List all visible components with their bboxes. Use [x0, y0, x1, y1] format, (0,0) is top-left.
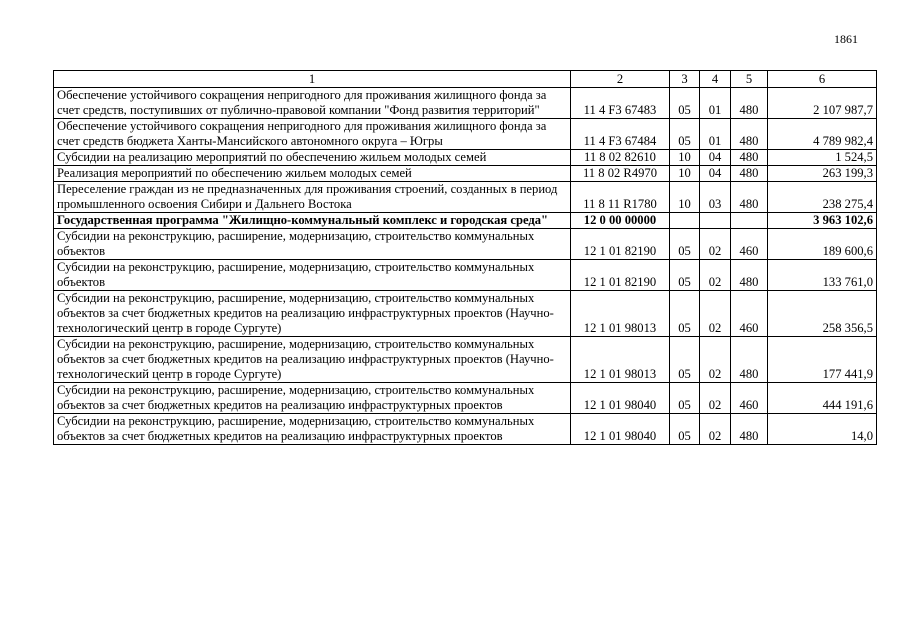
table-header-row — [54, 71, 877, 88]
row-code-cell: 11 8 11 R1780 — [571, 182, 670, 213]
row-name-cell: Субсидии на реконструкцию, расширение, модернизацию, строительство коммунальных объектов за счет бюджетных кредитов на реализацию инфраструктурных проектов — [54, 414, 571, 445]
row-type-cell: 460 — [731, 383, 768, 414]
row-type-cell: 480 — [731, 88, 768, 119]
row-subsection-cell: 04 — [700, 166, 731, 182]
row-code-cell: 12 1 01 98040 — [571, 383, 670, 414]
row-amount-cell: 2 107 987,7 — [768, 88, 877, 119]
table-body — [54, 88, 877, 445]
table-row — [54, 414, 877, 445]
table-row — [54, 291, 877, 337]
row-name-cell: Субсидии на реконструкцию, расширение, модернизацию, строительство коммунальных объектов — [54, 229, 571, 260]
row-code-cell: 11 8 02 R4970 — [571, 166, 670, 182]
row-section-cell: 10 — [670, 166, 700, 182]
row-amount-cell: 4 789 982,4 — [768, 119, 877, 150]
row-subsection-cell: 01 — [700, 119, 731, 150]
row-section-cell: 05 — [670, 260, 700, 291]
header-col-4: 4 — [700, 71, 731, 88]
row-code-cell: 12 1 01 82190 — [571, 260, 670, 291]
row-section-cell: 05 — [670, 383, 700, 414]
header-col-1: 1 — [54, 71, 571, 88]
table-row — [54, 182, 877, 213]
row-amount-cell: 444 191,6 — [768, 383, 877, 414]
row-subsection-cell: 02 — [700, 291, 731, 337]
row-code-cell: 12 1 01 98013 — [571, 291, 670, 337]
row-subsection-cell: 03 — [700, 182, 731, 213]
row-name-cell: Субсидии на реконструкцию, расширение, модернизацию, строительство коммунальных объектов за счет бюджетных кредитов на реализацию инфраструктурных проектов — [54, 383, 571, 414]
row-type-cell — [731, 213, 768, 229]
row-section-cell: 05 — [670, 119, 700, 150]
row-section-cell: 10 — [670, 182, 700, 213]
row-type-cell: 480 — [731, 166, 768, 182]
table-row — [54, 166, 877, 182]
row-amount-cell: 238 275,4 — [768, 182, 877, 213]
table-row — [54, 260, 877, 291]
table-row — [54, 229, 877, 260]
row-amount-cell: 177 441,9 — [768, 337, 877, 383]
row-amount-cell: 263 199,3 — [768, 166, 877, 182]
row-subsection-cell: 02 — [700, 229, 731, 260]
row-name-cell: Субсидии на реконструкцию, расширение, модернизацию, строительство коммунальных объектов за счет бюджетных кредитов на реализацию инфраструктурных проектов (Научно-технологический центр в городе Сургуте) — [54, 291, 571, 337]
row-code-cell: 12 1 01 98040 — [571, 414, 670, 445]
header-col-5: 5 — [731, 71, 768, 88]
row-code-cell: 12 1 01 98013 — [571, 337, 670, 383]
row-type-cell: 480 — [731, 119, 768, 150]
row-name-cell: Переселение граждан из не предназначенных для проживания строений, созданных в период промышленного освоения Сибири и Дальнего Востока — [54, 182, 571, 213]
row-code-cell: 11 4 F3 67483 — [571, 88, 670, 119]
row-section-cell: 10 — [670, 150, 700, 166]
row-amount-cell: 3 963 102,6 — [768, 213, 877, 229]
header-col-6: 6 — [768, 71, 877, 88]
row-subsection-cell: 02 — [700, 337, 731, 383]
row-subsection-cell: 04 — [700, 150, 731, 166]
row-code-cell: 11 4 F3 67484 — [571, 119, 670, 150]
row-name-cell: Субсидии на реконструкцию, расширение, модернизацию, строительство коммунальных объектов — [54, 260, 571, 291]
row-section-cell: 05 — [670, 337, 700, 383]
row-name-cell: Субсидии на реализацию мероприятий по обеспечению жильем молодых семей — [54, 150, 571, 166]
row-section-cell: 05 — [670, 414, 700, 445]
row-section-cell: 05 — [670, 291, 700, 337]
page-number: 1861 — [834, 32, 858, 46]
row-code-cell: 12 1 01 82190 — [571, 229, 670, 260]
row-type-cell: 480 — [731, 260, 768, 291]
row-name-cell: Государственная программа "Жилищно-коммунальный комплекс и городская среда" — [54, 213, 571, 229]
table-row — [54, 383, 877, 414]
row-subsection-cell: 02 — [700, 260, 731, 291]
row-type-cell: 460 — [731, 291, 768, 337]
table-row — [54, 119, 877, 150]
row-type-cell: 480 — [731, 182, 768, 213]
header-col-2: 2 — [571, 71, 670, 88]
table-row — [54, 150, 877, 166]
row-section-cell: 05 — [670, 88, 700, 119]
row-type-cell: 480 — [731, 150, 768, 166]
row-amount-cell: 189 600,6 — [768, 229, 877, 260]
budget-table — [53, 70, 877, 445]
row-name-cell: Субсидии на реконструкцию, расширение, модернизацию, строительство коммунальных объектов за счет бюджетных кредитов на реализацию инфраструктурных проектов (Научно-технологический центр в городе Сургуте) — [54, 337, 571, 383]
row-code-cell: 11 8 02 82610 — [571, 150, 670, 166]
table-row — [54, 213, 877, 229]
row-subsection-cell: 02 — [700, 383, 731, 414]
row-type-cell: 480 — [731, 414, 768, 445]
row-amount-cell: 258 356,5 — [768, 291, 877, 337]
table-row — [54, 88, 877, 119]
row-amount-cell: 14,0 — [768, 414, 877, 445]
row-name-cell: Реализация мероприятий по обеспечению жильем молодых семей — [54, 166, 571, 182]
row-amount-cell: 1 524,5 — [768, 150, 877, 166]
row-name-cell: Обеспечение устойчивого сокращения непригодного для проживания жилищного фонда за счет средств бюджета Ханты-Мансийского автономного округа – Югры — [54, 119, 571, 150]
row-name-cell: Обеспечение устойчивого сокращения непригодного для проживания жилищного фонда за счет средств, поступивших от публично-правовой компании "Фонд развития территорий" — [54, 88, 571, 119]
row-subsection-cell: 01 — [700, 88, 731, 119]
row-section-cell — [670, 213, 700, 229]
row-type-cell: 460 — [731, 229, 768, 260]
header-col-3: 3 — [670, 71, 700, 88]
row-code-cell: 12 0 00 00000 — [571, 213, 670, 229]
row-subsection-cell: 02 — [700, 414, 731, 445]
row-section-cell: 05 — [670, 229, 700, 260]
row-subsection-cell — [700, 213, 731, 229]
table-row — [54, 337, 877, 383]
row-amount-cell: 133 761,0 — [768, 260, 877, 291]
row-type-cell: 480 — [731, 337, 768, 383]
